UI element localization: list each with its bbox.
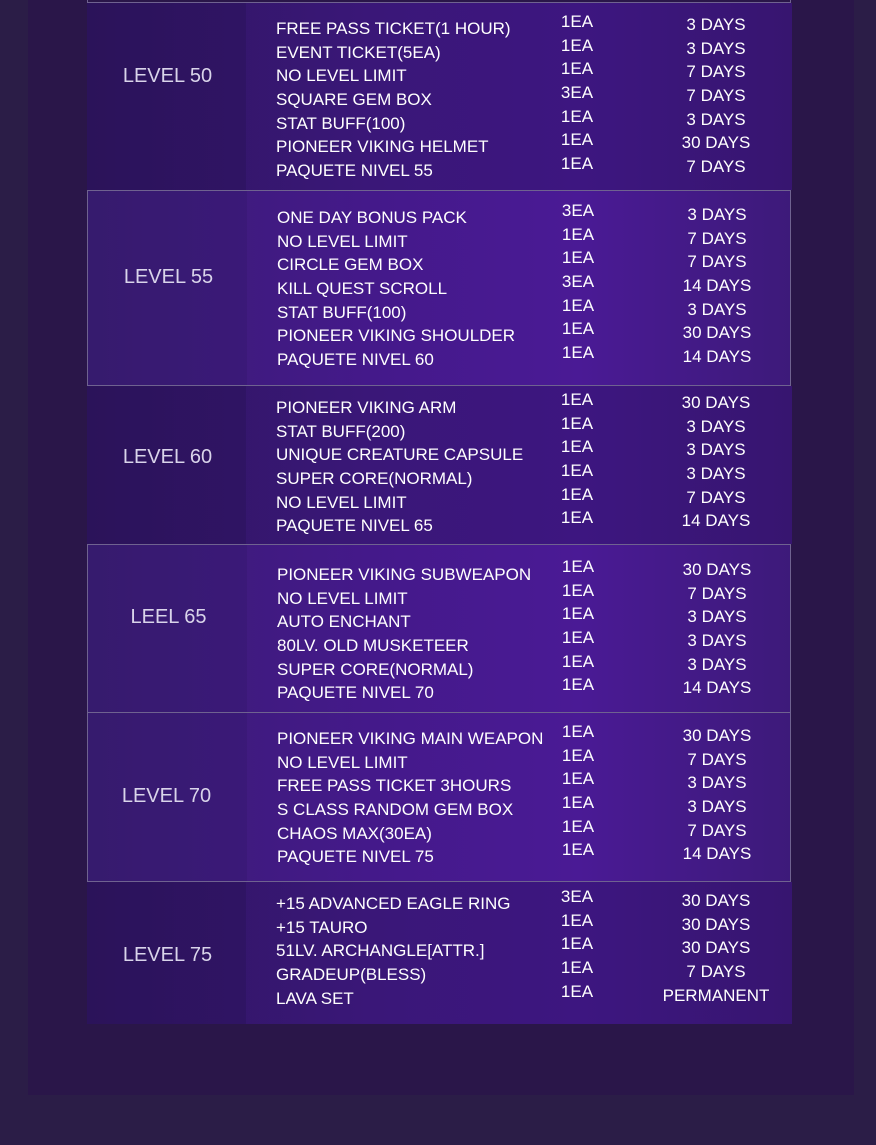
item-duration: 30 DAYS bbox=[682, 726, 752, 745]
item-quantity: 1EA bbox=[561, 319, 595, 339]
item-name: PIONEER VIKING MAIN WEAPON bbox=[277, 729, 544, 748]
item-duration: 3 DAYS bbox=[687, 205, 747, 224]
item-duration: 7 DAYS bbox=[687, 252, 747, 272]
item-duration: 30 DAYS bbox=[681, 393, 751, 412]
item-duration: 3 DAYS bbox=[686, 416, 746, 436]
item-name: EVENT TICKET(5EA) bbox=[276, 42, 441, 62]
item-name: PAQUETE NIVEL 65 bbox=[276, 516, 433, 536]
item-quantity: 1EA bbox=[561, 248, 595, 268]
item-quantities bbox=[537, 388, 617, 530]
item-duration: 7 DAYS bbox=[686, 157, 746, 177]
item-quantity: 1EA bbox=[561, 295, 595, 315]
item-name: PIONEER VIKING HELMET bbox=[276, 137, 489, 157]
level-label: LEVEL 75 bbox=[122, 944, 213, 966]
item-quantity: 1EA bbox=[560, 461, 594, 481]
item-quantity: 1EA bbox=[560, 154, 594, 174]
item-quantity: 1EA bbox=[561, 793, 595, 813]
item-quantity: 1EA bbox=[560, 59, 594, 79]
item-name: +15 ADVANCED EAGLE RING bbox=[276, 894, 511, 913]
item-quantity: 1EA bbox=[561, 557, 595, 576]
item-quantity: 1EA bbox=[560, 130, 594, 150]
item-name: LAVA SET bbox=[276, 988, 354, 1008]
item-quantity: 1EA bbox=[560, 35, 594, 55]
item-quantity: 1EA bbox=[561, 745, 595, 765]
item-quantity: 1EA bbox=[560, 106, 594, 126]
item-quantity: 1EA bbox=[560, 934, 594, 954]
item-durations bbox=[658, 203, 776, 369]
item-name: SQUARE GEM BOX bbox=[276, 90, 432, 110]
item-duration: 3 DAYS bbox=[687, 607, 747, 627]
item-quantity: 1EA bbox=[561, 580, 595, 600]
item-durations bbox=[657, 889, 775, 1007]
item-duration: 7 DAYS bbox=[686, 487, 746, 507]
item-duration: 14 DAYS bbox=[682, 844, 752, 864]
item-duration: 7 DAYS bbox=[687, 749, 747, 769]
item-duration: 30 DAYS bbox=[681, 891, 751, 910]
item-duration: 3 DAYS bbox=[687, 797, 747, 817]
item-duration: 14 DAYS bbox=[681, 511, 751, 531]
item-duration: 3 DAYS bbox=[686, 15, 746, 34]
item-duration: 7 DAYS bbox=[686, 86, 746, 106]
item-duration: 7 DAYS bbox=[687, 820, 747, 840]
item-name: +15 TAURO bbox=[276, 917, 368, 937]
item-quantities bbox=[537, 885, 617, 1003]
item-name: 80LV. OLD MUSKETEER bbox=[277, 636, 469, 656]
item-quantity: 1EA bbox=[560, 390, 594, 409]
item-name: PIONEER VIKING ARM bbox=[276, 398, 457, 417]
item-name: NO LEVEL LIMIT bbox=[276, 66, 407, 86]
item-duration: 30 DAYS bbox=[682, 560, 752, 579]
item-name: FREE PASS TICKET(1 HOUR) bbox=[276, 19, 511, 38]
item-duration: 30 DAYS bbox=[681, 133, 751, 153]
item-name: STAT BUFF(100) bbox=[277, 302, 407, 322]
item-quantity: 3EA bbox=[560, 83, 594, 103]
item-quantity: 1EA bbox=[561, 840, 595, 860]
item-name: ONE DAY BONUS PACK bbox=[277, 208, 467, 227]
item-quantity: 1EA bbox=[560, 910, 594, 930]
item-quantity: 1EA bbox=[560, 437, 594, 457]
item-name: PAQUETE NIVEL 75 bbox=[277, 847, 434, 867]
item-names bbox=[277, 727, 543, 869]
item-duration: 3 DAYS bbox=[686, 109, 746, 129]
level-label: LEVEL 55 bbox=[123, 266, 214, 288]
item-quantities bbox=[538, 199, 618, 365]
item-name: NO LEVEL LIMIT bbox=[277, 231, 408, 251]
item-duration: 14 DAYS bbox=[682, 276, 752, 296]
item-duration: 7 DAYS bbox=[686, 962, 746, 982]
item-name: FREE PASS TICKET 3HOURS bbox=[277, 776, 512, 796]
item-quantity: 1EA bbox=[561, 651, 595, 671]
item-name: CIRCLE GEM BOX bbox=[277, 255, 424, 275]
item-name: CHAOS MAX(30EA) bbox=[277, 823, 432, 843]
item-durations bbox=[658, 558, 776, 700]
level-label: LEVEL 70 bbox=[121, 785, 212, 807]
item-name: STAT BUFF(200) bbox=[276, 421, 406, 441]
item-duration: 3 DAYS bbox=[687, 631, 747, 651]
level-label: LEVEL 50 bbox=[122, 65, 213, 87]
item-duration: 30 DAYS bbox=[682, 323, 752, 343]
item-name: STAT BUFF(100) bbox=[276, 113, 406, 133]
item-names bbox=[276, 892, 510, 1010]
item-durations bbox=[657, 13, 775, 179]
reward-row-level-75 bbox=[87, 882, 792, 1024]
item-duration: PERMANENT bbox=[662, 985, 770, 1005]
item-duration: 30 DAYS bbox=[681, 914, 751, 934]
item-durations bbox=[658, 724, 776, 866]
item-duration: 3 DAYS bbox=[687, 654, 747, 674]
item-name: 51LV. ARCHANGLE[ATTR.] bbox=[276, 941, 485, 961]
item-quantity: 1EA bbox=[561, 628, 595, 648]
item-name: SUPER CORE(NORMAL) bbox=[277, 659, 474, 679]
item-name: NO LEVEL LIMIT bbox=[277, 588, 408, 608]
item-quantity: 1EA bbox=[560, 958, 594, 978]
reward-row-level-65 bbox=[87, 544, 791, 713]
reward-row-level-50 bbox=[87, 3, 792, 190]
item-duration: 3 DAYS bbox=[686, 38, 746, 58]
item-duration: 3 DAYS bbox=[687, 299, 747, 319]
item-quantity: 1EA bbox=[561, 769, 595, 789]
item-name: PAQUETE NIVEL 70 bbox=[277, 683, 434, 703]
item-duration: 14 DAYS bbox=[682, 678, 752, 698]
item-duration: 3 DAYS bbox=[686, 440, 746, 460]
item-name: GRADEUP(BLESS) bbox=[276, 965, 427, 985]
item-duration: 14 DAYS bbox=[682, 347, 752, 367]
item-quantity: 1EA bbox=[560, 981, 594, 1001]
item-quantity: 1EA bbox=[560, 508, 594, 528]
level-cell bbox=[87, 3, 246, 190]
item-quantity: 1EA bbox=[560, 413, 594, 433]
item-name: KILL QUEST SCROLL bbox=[277, 279, 448, 299]
item-name: PAQUETE NIVEL 55 bbox=[276, 161, 433, 181]
item-quantity: 3EA bbox=[560, 887, 594, 906]
item-name: SUPER CORE(NORMAL) bbox=[276, 469, 473, 489]
item-quantity: 1EA bbox=[561, 816, 595, 836]
item-name: PIONEER VIKING SHOULDER bbox=[277, 326, 516, 346]
item-duration: 3 DAYS bbox=[686, 464, 746, 484]
item-duration: 7 DAYS bbox=[686, 62, 746, 82]
reward-row-level-70 bbox=[87, 712, 791, 882]
item-name: NO LEVEL LIMIT bbox=[276, 492, 407, 512]
item-name: UNIQUE CREATURE CAPSULE bbox=[276, 445, 524, 465]
item-quantities bbox=[537, 10, 617, 176]
item-quantity: 1EA bbox=[561, 224, 595, 244]
level-label: LEEL 65 bbox=[130, 606, 207, 628]
item-quantity: 1EA bbox=[561, 722, 595, 741]
item-names bbox=[277, 563, 531, 705]
item-name: AUTO ENCHANT bbox=[277, 612, 411, 632]
item-duration: 7 DAYS bbox=[687, 228, 747, 248]
item-names bbox=[277, 206, 515, 372]
item-names bbox=[276, 396, 523, 538]
reward-row-level-60 bbox=[87, 386, 792, 544]
item-duration: 30 DAYS bbox=[681, 938, 751, 958]
item-quantity: 1EA bbox=[561, 604, 595, 624]
item-quantity: 1EA bbox=[561, 675, 595, 695]
item-name: S CLASS RANDOM GEM BOX bbox=[277, 800, 514, 820]
item-name: PIONEER VIKING SUBWEAPON bbox=[277, 565, 532, 584]
item-duration: 7 DAYS bbox=[687, 583, 747, 603]
item-names bbox=[276, 17, 511, 183]
item-name: NO LEVEL LIMIT bbox=[277, 752, 408, 772]
item-duration: 3 DAYS bbox=[687, 773, 747, 793]
reward-row-level-55 bbox=[87, 190, 791, 386]
item-durations bbox=[657, 391, 775, 533]
item-name: PAQUETE NIVEL 60 bbox=[277, 350, 434, 370]
item-quantity: 3EA bbox=[561, 272, 595, 292]
item-quantity: 1EA bbox=[560, 12, 594, 31]
level-label: LEVEL 60 bbox=[122, 446, 213, 468]
item-quantities bbox=[538, 555, 618, 697]
item-quantity: 1EA bbox=[560, 484, 594, 504]
item-quantity: 1EA bbox=[561, 343, 595, 363]
item-quantity: 3EA bbox=[561, 201, 595, 220]
item-quantities bbox=[538, 720, 618, 862]
